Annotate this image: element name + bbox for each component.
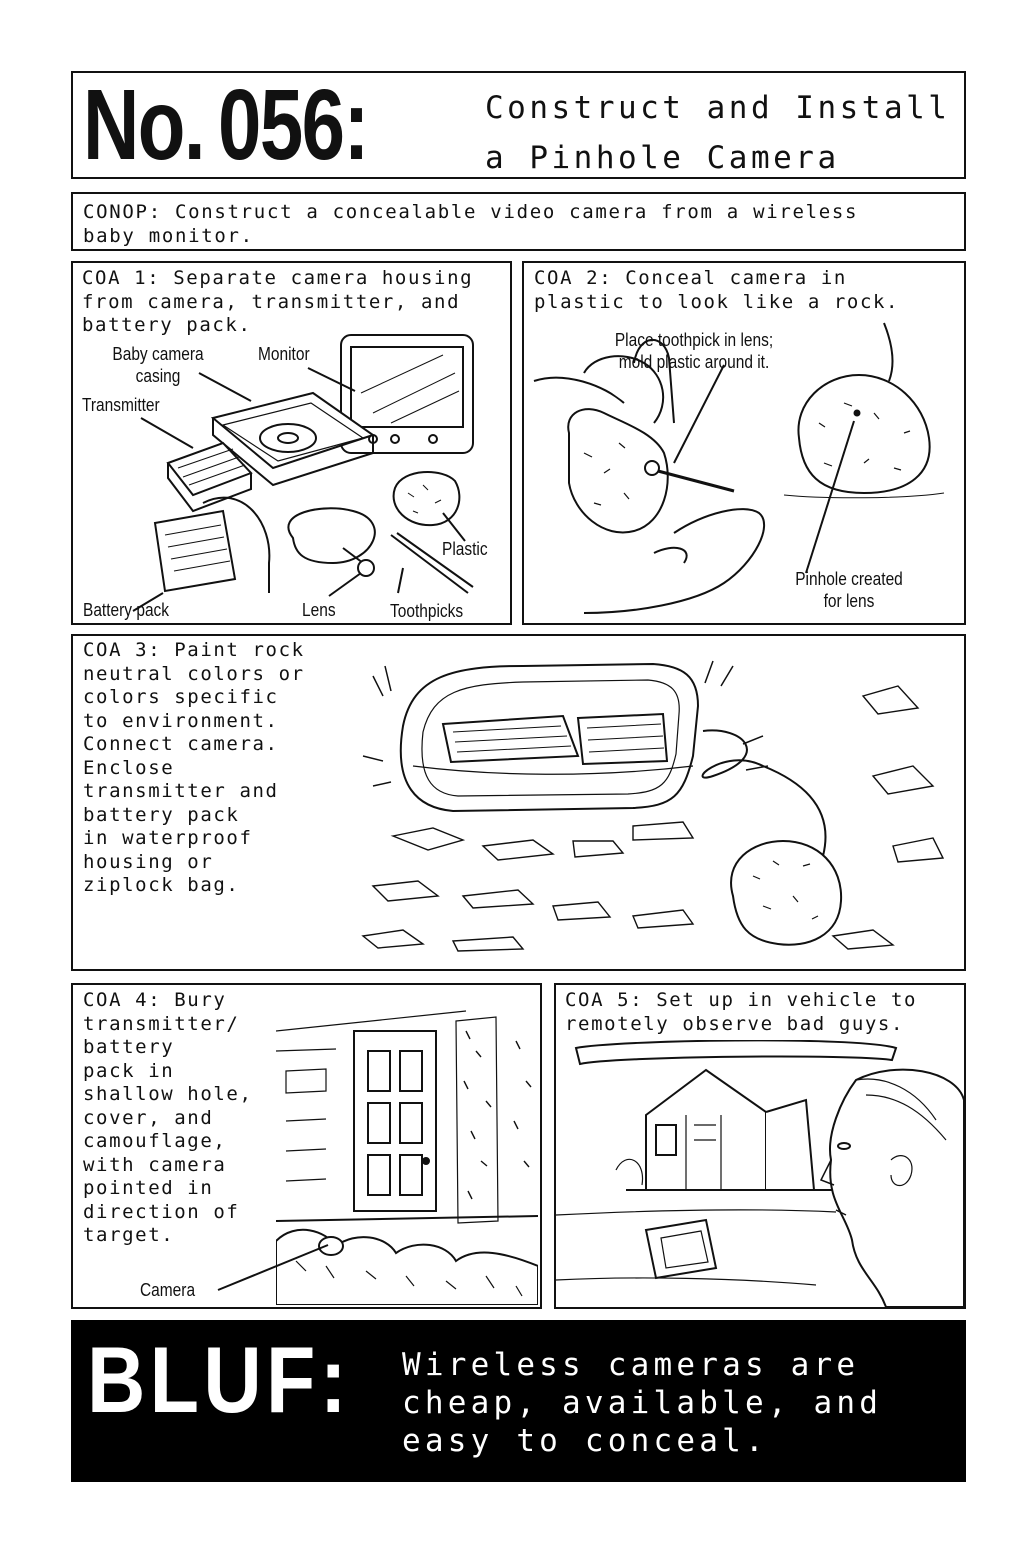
title-box bbox=[71, 71, 966, 179]
vehicle-surveillance-illustration bbox=[556, 1040, 964, 1307]
coa4-panel bbox=[71, 983, 542, 1309]
coa1-text: COA 1: Separate camera housing from camera, transmitter, and battery pack. bbox=[82, 267, 474, 336]
coa3-text: COA 3: Paint rock neutral colors or colors specific to environment. Connect camera. Enclose transmitter and battery pack in waterproof housing or ziplock bag. bbox=[83, 639, 305, 896]
issue-number-value: 056: bbox=[218, 69, 368, 181]
buried-housing-illustration bbox=[73, 636, 964, 969]
page-title-line2: a Pinhole Camera bbox=[485, 140, 840, 176]
coa1-panel bbox=[71, 261, 512, 625]
coa2-panel bbox=[522, 261, 966, 625]
bluf-box bbox=[71, 1320, 966, 1482]
conop-text: CONOP: Construct a concealable video camera from a wireless baby monitor. bbox=[83, 201, 859, 247]
label-baby-camera-casing: Baby camera casing bbox=[112, 344, 204, 386]
conop-box bbox=[71, 192, 966, 251]
camera-leader-line bbox=[73, 985, 540, 1307]
label-place-toothpick: Place toothpick in lens; mold plastic around it. bbox=[614, 330, 774, 372]
label-monitor: Monitor bbox=[258, 344, 310, 364]
issue-number bbox=[83, 69, 368, 181]
label-plastic: Plastic bbox=[442, 539, 488, 559]
label-toothpicks: Toothpicks bbox=[390, 601, 464, 621]
label-lens: Lens bbox=[302, 600, 336, 620]
label-pinhole: Pinhole created for lens bbox=[795, 569, 903, 611]
bluf-label: BLUF: bbox=[87, 1327, 351, 1432]
coa5-text: COA 5: Set up in vehicle to remotely observe bad guys. bbox=[565, 989, 918, 1035]
label-battery-pack: Battery pack bbox=[83, 600, 170, 620]
coa2-text: COA 2: Conceal camera in plastic to look like a rock. bbox=[534, 267, 900, 313]
coa5-panel bbox=[554, 983, 966, 1309]
bluf-text: Wireless cameras are cheap, available, and easy to conceal. bbox=[402, 1347, 883, 1459]
label-transmitter: Transmitter bbox=[82, 395, 160, 415]
issue-number-prefix: No. bbox=[83, 69, 204, 181]
coa3-panel bbox=[71, 634, 966, 971]
label-camera: Camera bbox=[140, 1280, 196, 1300]
page-title-line1: Construct and Install bbox=[485, 90, 951, 126]
coa4-text: COA 4: Bury transmitter/ battery pack in shallow hole, cover, and camouflage, with camera pointed in direction of target. bbox=[83, 989, 253, 1246]
page-title bbox=[485, 83, 950, 183]
baby-monitor-parts-illustration bbox=[73, 263, 510, 623]
